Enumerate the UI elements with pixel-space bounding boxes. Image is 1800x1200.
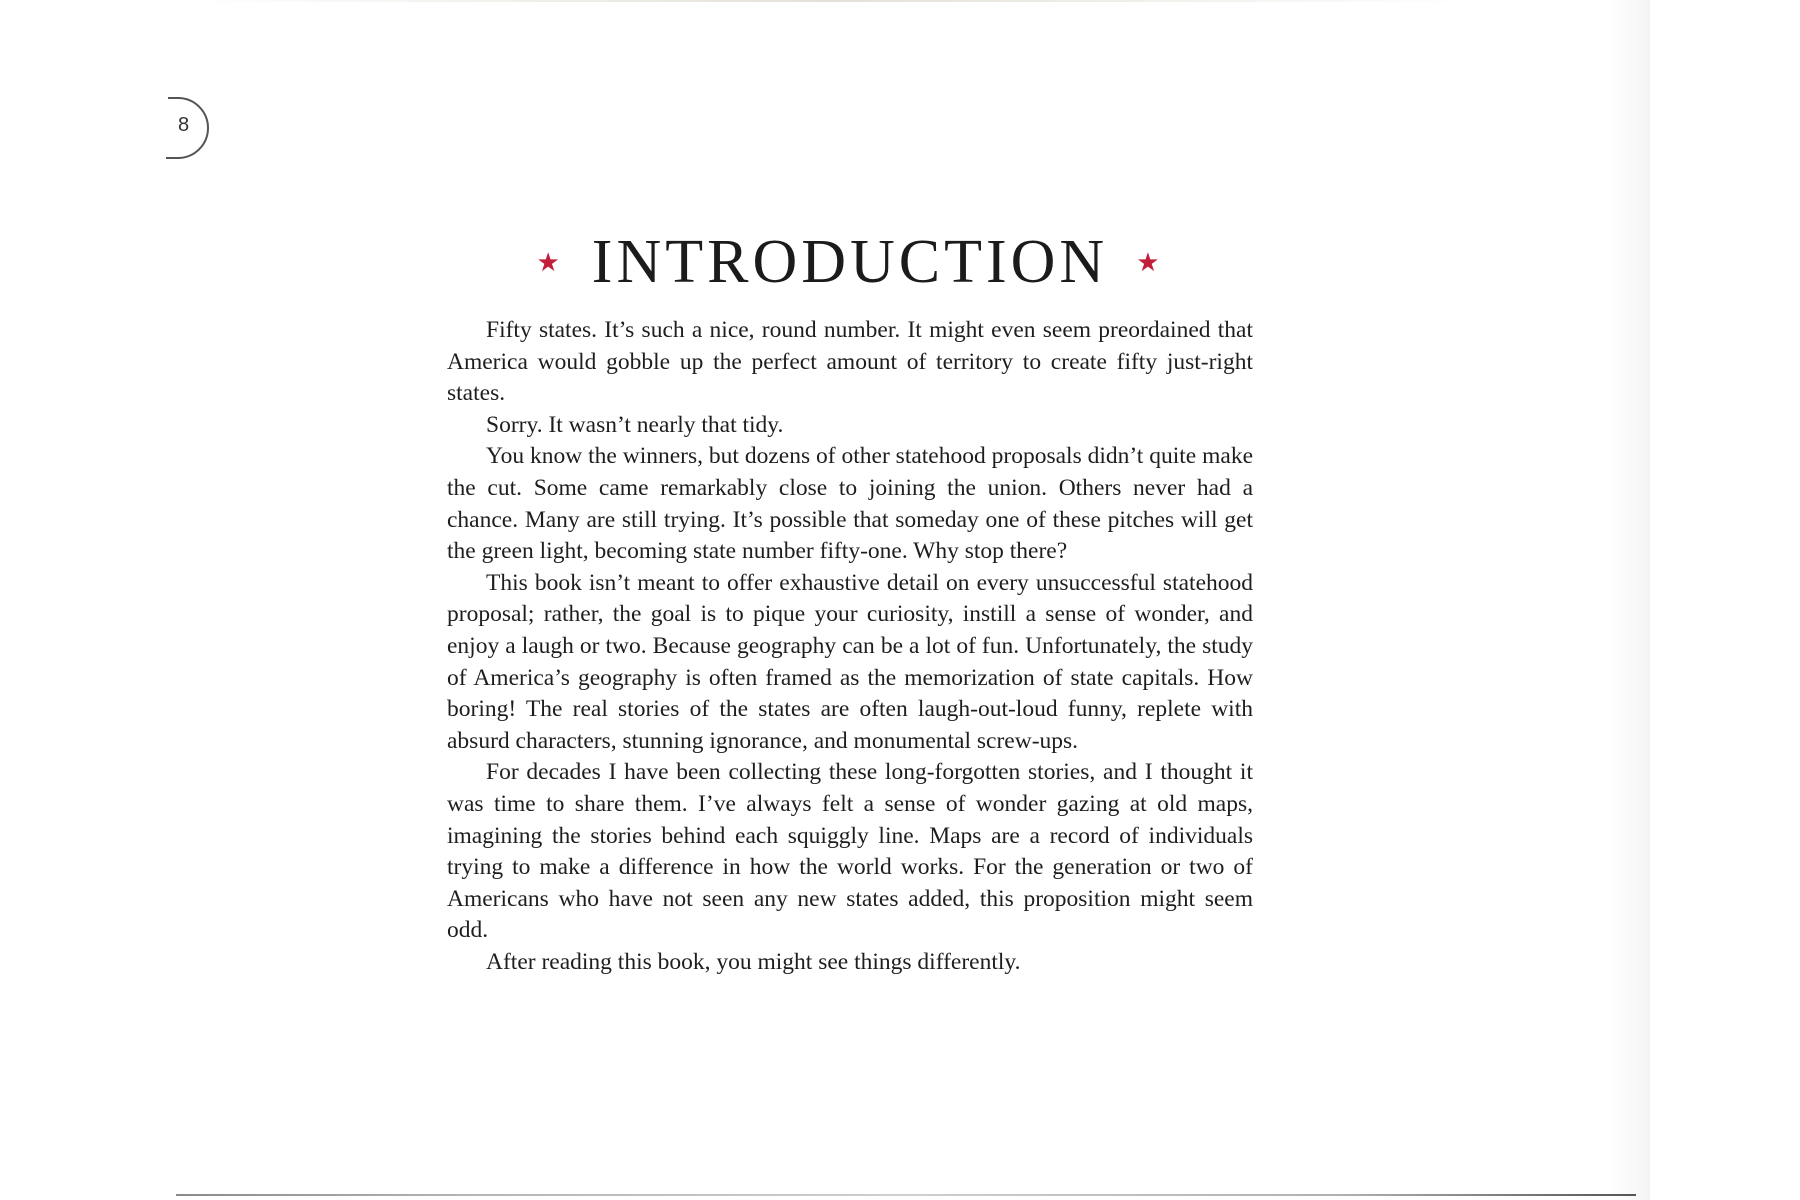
star-ornament-icon: ★ — [1136, 248, 1164, 278]
chapter-title-text: INTRODUCTION — [591, 227, 1109, 296]
body-text — [447, 315, 1253, 978]
star-ornament-icon: ★ — [536, 248, 564, 278]
paragraph: After reading this book, you might see things differently. — [486, 948, 1021, 975]
paragraph: Fifty states. It’s such a nice, round number. It might even seem preordained that America would gobble up the perfect amount of territory to create fifty just-right states. — [447, 317, 1253, 407]
paragraph: For decades I have been collecting these long-forgotten stories, and I thought it was time to share them. I’ve always felt a sense of wonder gazing at old maps, imagining the stories behind each squiggly line. Maps are a record of individuals trying to make a difference in how the world works. For the generation or two of Americans who have not seen any new states added, this proposition might seem odd. — [447, 759, 1253, 944]
paragraph: This book isn’t meant to offer exhaustive detail on every unsuccessful statehood proposal; rather, the goal is to pique your curiosity, instill a sense of wonder, and enjoy a laugh or two. Because geography can be a lot of fun. Unfortunately, the study of America’s geography is often framed as the memorization of state capitals. How boring! The real stories of the states are often laugh-out-loud funny, replete with absurd characters, stunning ignorance, and monumental screw-ups. — [447, 569, 1253, 754]
chapter-title — [0, 222, 1700, 308]
page-top-edge — [180, 0, 1480, 2]
paragraph: You know the winners, but dozens of other statehood proposals didn’t quite make the cut. Some came remarkably close to joining the union. Others never had a chance. Many are still trying. It’s possible that someday one of these pitches will get the green light, becoming state number fifty-one. Why stop there? — [447, 443, 1253, 565]
page-number: 8 — [178, 114, 190, 136]
page-bottom-edge — [176, 1194, 1636, 1196]
paragraph: Sorry. It wasn’t nearly that tidy. — [486, 411, 784, 438]
page-gutter-shadow — [1610, 0, 1650, 1200]
page-number-badge — [150, 92, 222, 164]
